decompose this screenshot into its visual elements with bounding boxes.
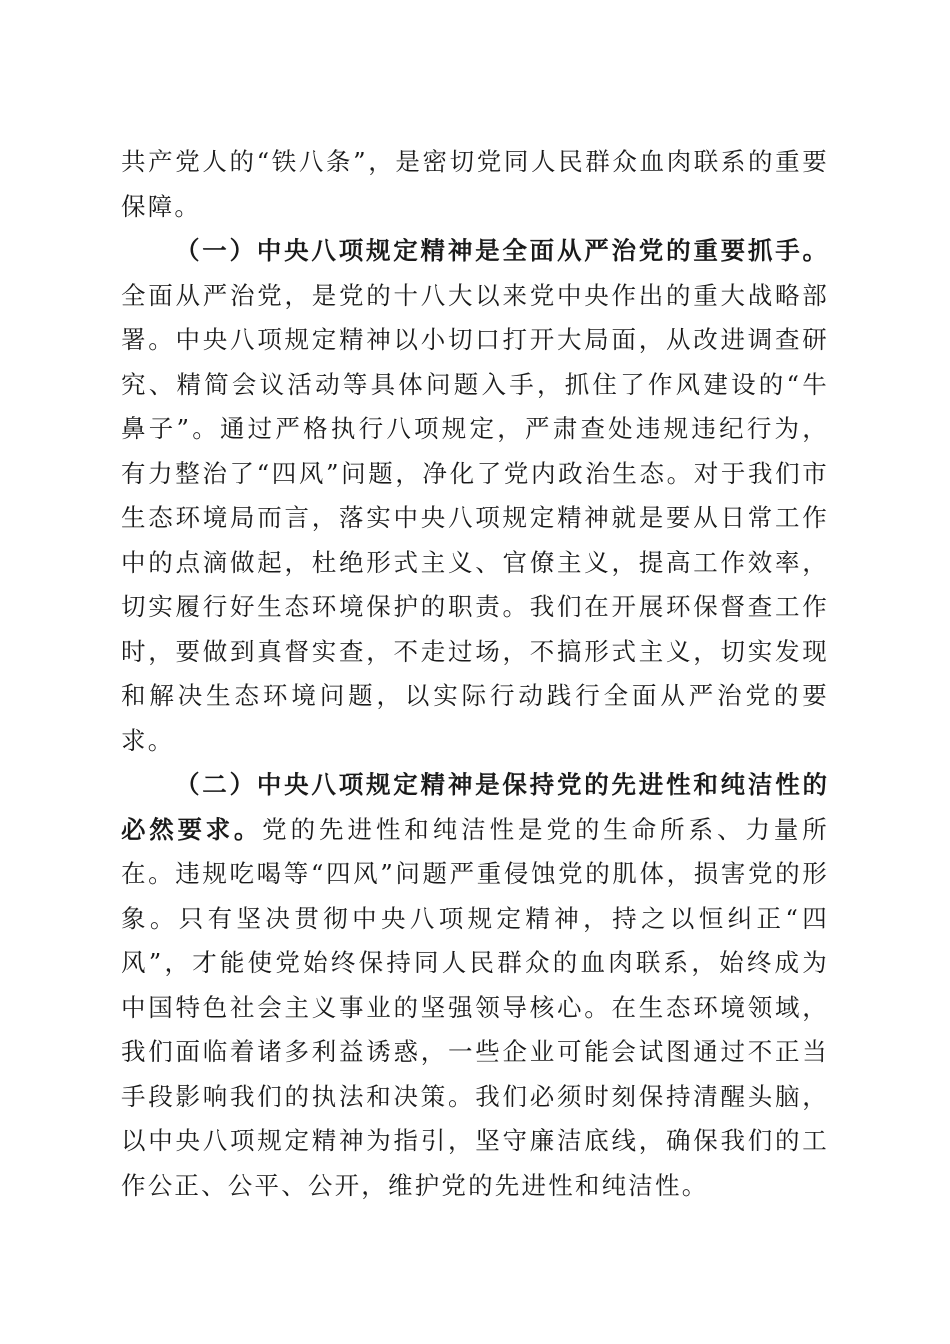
paragraph-section-2	[121, 763, 829, 1208]
paragraph-text: 全面从严治党，是党的十八大以来党中央作出的重大战略部署。中央八项规定精神以小切口打开大局面，从改进调查研究、精简会议活动等具体问题入手，抓住了作风建设的“牛鼻子”。通过严格执行八项规定，严肃查处违规违纪行为，有力整治了“四风”问题，净化了党内政治生态。对于我们市生态环境局而言，落实中央八项规定精神就是要从日常工作中的点滴做起，杜绝形式主义、官僚主义，提高工作效率，切实履行好生态环境保护的职责。我们在开展环保督查工作时，要做到真督实查，不走过场，不搞形式主义，切实发现和解决生态环境问题，以实际行动践行全面从严治党的要求。	[121, 280, 829, 755]
document-body	[121, 140, 829, 1208]
paragraph-continuation	[121, 140, 829, 229]
paragraph-text: 党的先进性和纯洁性是党的生命所系、力量所在。违规吃喝等“四风”问题严重侵蚀党的肌体，损害党的形象。只有坚决贯彻中央八项规定精神，持之以恒纠正“四风”，才能使党始终保持同人民群众的血肉联系，始终成为中国特色社会主义事业的坚强领导核心。在生态环境领域，我们面临着诸多利益诱惑，一些企业可能会试图通过不正当手段影响我们的执法和决策。我们必须时刻保持清醒头脑，以中央八项规定精神为指引，坚守廉洁底线，确保我们的工作公正、公平、公开，维护党的先进性和纯洁性。	[121, 814, 830, 1200]
section-heading-2: （二）中央八项规定精神是保持党的先进性和纯洁性的必然要求。	[121, 770, 829, 844]
paragraph-section-1	[121, 229, 829, 763]
section-heading-1: （一）中央八项规定精神是全面从严治党的重要抓手。	[175, 236, 829, 265]
paragraph-text: 共产党人的“铁八条”，是密切党同人民群众血肉联系的重要保障。	[121, 147, 829, 221]
